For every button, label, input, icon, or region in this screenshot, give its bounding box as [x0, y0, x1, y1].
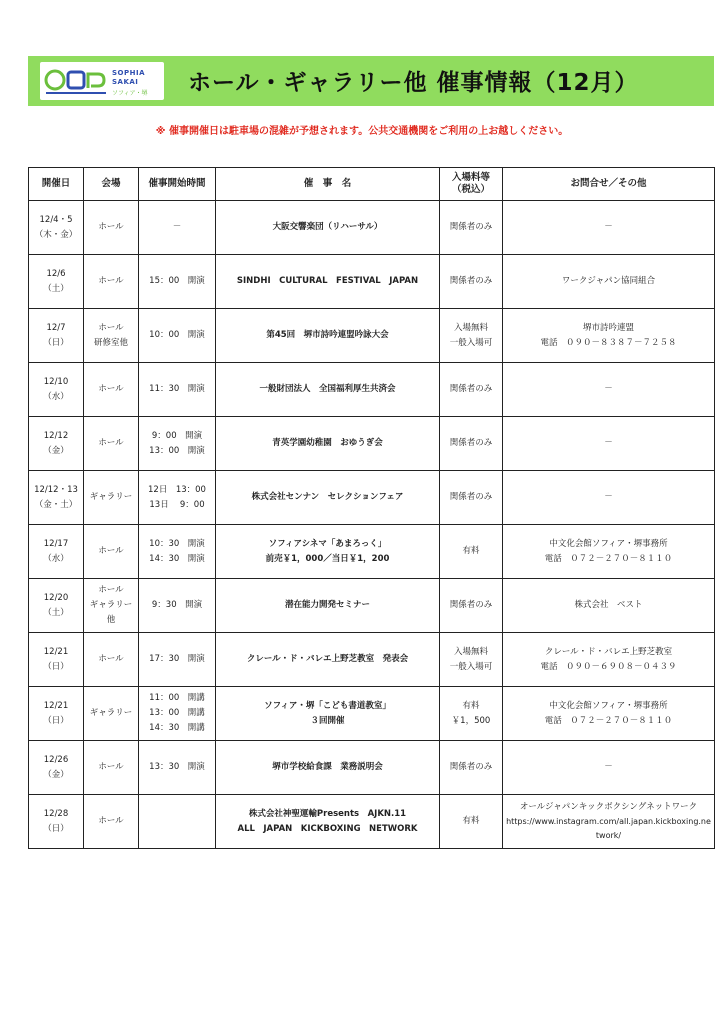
cell-date-line: 12/7 [46, 322, 66, 333]
cell-contact [503, 363, 715, 417]
cell-fee-line: 関係者のみ [449, 438, 493, 448]
cell-date-line: （土） [43, 607, 69, 618]
cell-event-line: 第45回 堺市詩吟連盟吟詠大会 [266, 330, 389, 340]
cell-contact [503, 741, 715, 795]
cell-time-line: 9：30 開演 [151, 600, 203, 610]
cell-contact-line: 電話 ０９０－６９０８－０４３９ [540, 661, 677, 672]
header-date: 開催日 [29, 168, 84, 201]
cell-event [216, 525, 440, 579]
cell-time [139, 309, 216, 363]
cell-time [139, 795, 216, 849]
cell-date-line: （日） [43, 661, 69, 672]
cell-contact [503, 471, 715, 525]
cell-fee [440, 633, 503, 687]
cell-time-line: 9：00 開演 [151, 430, 203, 441]
cell-contact [503, 579, 715, 633]
cell-time-line: 17：30 開演 [149, 654, 205, 664]
table-header-row [29, 168, 715, 201]
cell-venue [84, 309, 139, 363]
sophia-sakai-logo[interactable] [40, 62, 164, 100]
cell-date-line: （日） [43, 823, 69, 834]
cell-venue [84, 579, 139, 633]
cell-fee [440, 363, 503, 417]
cell-contact-line: 株式会社 ベスト [574, 600, 643, 610]
event-rows [29, 201, 715, 849]
cell-fee-line: 一般入場可 [449, 661, 493, 672]
cell-event [216, 741, 440, 795]
cell-venue [84, 201, 139, 255]
cell-fee [440, 525, 503, 579]
cell-contact [503, 309, 715, 363]
cell-date [29, 471, 84, 525]
cell-time-line: 10：00 開演 [149, 330, 205, 340]
cell-date-line: 12/10 [43, 376, 69, 387]
cell-date-line: 12/4・5 [39, 214, 73, 225]
cell-time [139, 525, 216, 579]
cell-contact-line: 中文化会館ソフィア・堺事務所 [549, 538, 668, 549]
cell-venue-line: ホール [98, 438, 124, 448]
cell-date-line: （金） [43, 769, 69, 780]
cell-fee-line: 入場無料 [453, 646, 488, 657]
cell-event-line: ３回開催 [310, 715, 345, 726]
cell-venue [84, 795, 139, 849]
table-row [29, 201, 715, 255]
header-contact: お問合せ／その他 [503, 168, 715, 201]
cell-time [139, 579, 216, 633]
events-table [28, 167, 715, 849]
cell-contact [503, 633, 715, 687]
cell-fee-line: 関係者のみ [449, 600, 493, 610]
cell-event-line: 一般財団法人 全国福利厚生共済会 [259, 384, 396, 394]
cell-event [216, 255, 440, 309]
table-row [29, 687, 715, 741]
cell-venue [84, 525, 139, 579]
cell-contact [503, 687, 715, 741]
cell-event [216, 687, 440, 741]
cell-date-line: 12/6 [46, 268, 66, 279]
cell-event-line: 大阪交響楽団（リハーサル） [272, 222, 383, 232]
cell-date-line: （水） [43, 553, 69, 564]
cell-time-line: － [172, 222, 182, 232]
cell-event [216, 417, 440, 471]
cell-event [216, 309, 440, 363]
cell-fee-line: 関係者のみ [449, 222, 493, 232]
cell-venue-line: ホール [98, 384, 124, 394]
cell-contact-line: 中文化会館ソフィア・堺事務所 [549, 700, 668, 711]
cell-event [216, 471, 440, 525]
cell-contact-line: 電話 ０９０－８３８７－７２５８ [540, 337, 677, 348]
cell-fee-line: 入場無料 [453, 322, 488, 333]
table-row [29, 579, 715, 633]
title-banner [28, 56, 714, 106]
table-row [29, 309, 715, 363]
cell-time-line: 13：00 開講 [149, 708, 205, 718]
cell-time-line: 13日 9：00 [149, 499, 205, 510]
cell-event [216, 579, 440, 633]
cell-time-line: 13：30 開演 [149, 762, 205, 772]
cell-date-line: 12/12・13 [34, 484, 78, 495]
cell-venue-line: ホール [98, 276, 124, 286]
cell-event-line: 潜在能力開発セミナー [284, 600, 370, 610]
cell-event-line: 堺市学校給食課 業務説明会 [272, 762, 383, 772]
cell-time [139, 471, 216, 525]
cell-time-line: 13：00 開演 [149, 445, 205, 456]
cell-date-line: 12/12 [43, 430, 69, 441]
cell-date [29, 363, 84, 417]
cell-date-line: （日） [43, 715, 69, 726]
header-event: 催 事 名 [216, 168, 440, 201]
cell-event-line: ALL JAPAN KICKBOXING NETWORK [237, 823, 418, 834]
cell-event [216, 633, 440, 687]
cell-contact [503, 417, 715, 471]
cell-fee-line: 関係者のみ [449, 276, 493, 286]
cell-date [29, 417, 84, 471]
cell-time [139, 741, 216, 795]
cell-venue-line: ギャラリー [89, 708, 133, 718]
cell-venue [84, 741, 139, 795]
cell-venue [84, 417, 139, 471]
header-time: 催事開始時間 [139, 168, 216, 201]
table-row [29, 363, 715, 417]
logo-text-jp: ソフィア・堺 [112, 90, 148, 97]
cell-date-line: （木・金） [34, 229, 78, 240]
header-venue: 会場 [84, 168, 139, 201]
cell-date-line: （金・土） [34, 499, 78, 510]
cell-fee [440, 795, 503, 849]
cell-event [216, 363, 440, 417]
header-fee: 入場料等 （税込） [440, 168, 503, 201]
cell-fee-line: 関係者のみ [449, 384, 493, 394]
logo-mark-icon [44, 66, 108, 96]
cell-venue [84, 633, 139, 687]
cell-time [139, 417, 216, 471]
cell-fee [440, 741, 503, 795]
cell-date-line: 12/26 [43, 754, 69, 765]
cell-time-line: 14：30 開演 [149, 553, 205, 564]
cell-venue-line: ホール [98, 546, 124, 556]
cell-date [29, 525, 84, 579]
table-row [29, 525, 715, 579]
cell-contact [503, 255, 715, 309]
cell-contact-line: － [604, 438, 613, 448]
cell-venue [84, 687, 139, 741]
cell-contact-line: https://www.instagram.com/all.japan.kickboxing.network/ [506, 817, 711, 840]
cell-time [139, 201, 216, 255]
cell-event-line: 株式会社神聖運輸Presents AJKN.11 [248, 808, 407, 819]
cell-contact-line: ワークジャパン協同組合 [561, 276, 656, 286]
cell-fee-line: ￥1，500 [451, 715, 491, 726]
logo-text-sakai: SAKAI [112, 78, 139, 86]
cell-fee [440, 201, 503, 255]
cell-contact-line: － [604, 492, 613, 502]
cell-fee-line: 関係者のみ [449, 492, 493, 502]
cell-date-line: （金） [43, 445, 69, 456]
cell-time-line: 11：30 開演 [149, 384, 205, 394]
cell-contact-line: 堺市詩吟連盟 [582, 322, 634, 333]
cell-fee-line: 有料 [462, 546, 480, 556]
parking-notice: ※ 催事開催日は駐車場の混雑が予想されます。公共交通機関をご利用の上お越しください。 [155, 126, 569, 137]
cell-date-line: 12/21 [43, 700, 69, 711]
cell-venue-line: ホール [98, 762, 124, 772]
cell-fee [440, 579, 503, 633]
cell-date-line: （土） [43, 283, 69, 294]
cell-event-line: ソフィアシネマ「あまろっく」 [268, 538, 387, 549]
cell-date [29, 687, 84, 741]
cell-time [139, 633, 216, 687]
cell-venue-line: 研修室他 [93, 337, 128, 348]
cell-time-line: 14：30 開講 [149, 723, 205, 733]
cell-contact-line: － [604, 222, 613, 232]
cell-date [29, 309, 84, 363]
cell-date-line: 12/20 [43, 592, 69, 603]
cell-date [29, 255, 84, 309]
cell-fee [440, 255, 503, 309]
cell-contact-line: オールジャパンキックボクシングネットワーク [519, 802, 698, 812]
cell-venue-line: ホール [98, 222, 124, 232]
cell-event [216, 795, 440, 849]
cell-fee [440, 687, 503, 741]
cell-date [29, 579, 84, 633]
cell-contact-line: 電話 ０７２－２７０－８１１０ [544, 553, 673, 564]
cell-venue [84, 363, 139, 417]
cell-event-line: 前売￥1，000／当日￥1，200 [265, 553, 390, 564]
cell-time [139, 687, 216, 741]
table-row [29, 633, 715, 687]
cell-date-line: 12/21 [43, 646, 69, 657]
logo-text-sophia: SOPHIA [112, 69, 146, 77]
cell-date [29, 741, 84, 795]
cell-time-line: 12日 13：00 [148, 484, 206, 495]
table-row [29, 255, 715, 309]
table-row [29, 795, 715, 849]
cell-event [216, 201, 440, 255]
cell-date-line: 12/17 [43, 538, 69, 549]
cell-fee-line: 有料 [462, 816, 480, 826]
cell-venue-line: ギャラリー [89, 600, 133, 610]
cell-venue-line: ホール [98, 816, 124, 826]
cell-contact-line: － [604, 384, 613, 394]
page-title: ホール・ギャラリー他 催事情報（12月） [188, 70, 639, 96]
cell-venue [84, 255, 139, 309]
table-row [29, 417, 715, 471]
cell-event-line: ソフィア・堺「こども書道教室」 [264, 700, 391, 711]
cell-contact-line: 電話 ０７２－２７０－８１１０ [544, 715, 673, 726]
cell-contact [503, 525, 715, 579]
cell-fee [440, 309, 503, 363]
cell-time-line: 10：30 開演 [149, 538, 205, 549]
table-row [29, 471, 715, 525]
cell-fee [440, 471, 503, 525]
cell-date-line: （水） [43, 391, 69, 402]
cell-venue-line: ホール [98, 322, 124, 333]
cell-fee [440, 417, 503, 471]
cell-event-line: SINDHI CULTURAL FESTIVAL JAPAN [236, 276, 419, 286]
cell-venue-line: ホール [98, 585, 124, 595]
cell-date-line: 12/28 [43, 808, 69, 819]
cell-event-line: 株式会社センナン セレクションフェア [251, 492, 404, 502]
table-row [29, 741, 715, 795]
cell-venue-line: ギャラリー [89, 492, 133, 502]
cell-fee-line: 関係者のみ [449, 762, 493, 772]
cell-venue [84, 471, 139, 525]
cell-date [29, 201, 84, 255]
cell-date [29, 633, 84, 687]
cell-event-line: 青英学園幼稚園 おゆうぎ会 [272, 438, 383, 448]
cell-date [29, 795, 84, 849]
cell-date-line: （日） [43, 337, 69, 348]
cell-contact [503, 795, 715, 849]
cell-time [139, 363, 216, 417]
cell-time-line: 15：00 開演 [149, 276, 205, 286]
cell-venue-line: 他 [106, 615, 116, 625]
cell-time [139, 255, 216, 309]
cell-contact-line: クレール・ド・バレエ上野芝教室 [544, 646, 673, 657]
cell-contact-line: － [604, 762, 613, 772]
cell-event-line: クレール・ド・バレエ上野芝教室 発表会 [246, 654, 409, 664]
cell-contact [503, 201, 715, 255]
cell-fee-line: 有料 [462, 700, 480, 711]
cell-fee-line: 一般入場可 [449, 337, 493, 348]
cell-venue-line: ホール [98, 654, 124, 664]
cell-time-line: 11：00 開講 [149, 693, 205, 703]
